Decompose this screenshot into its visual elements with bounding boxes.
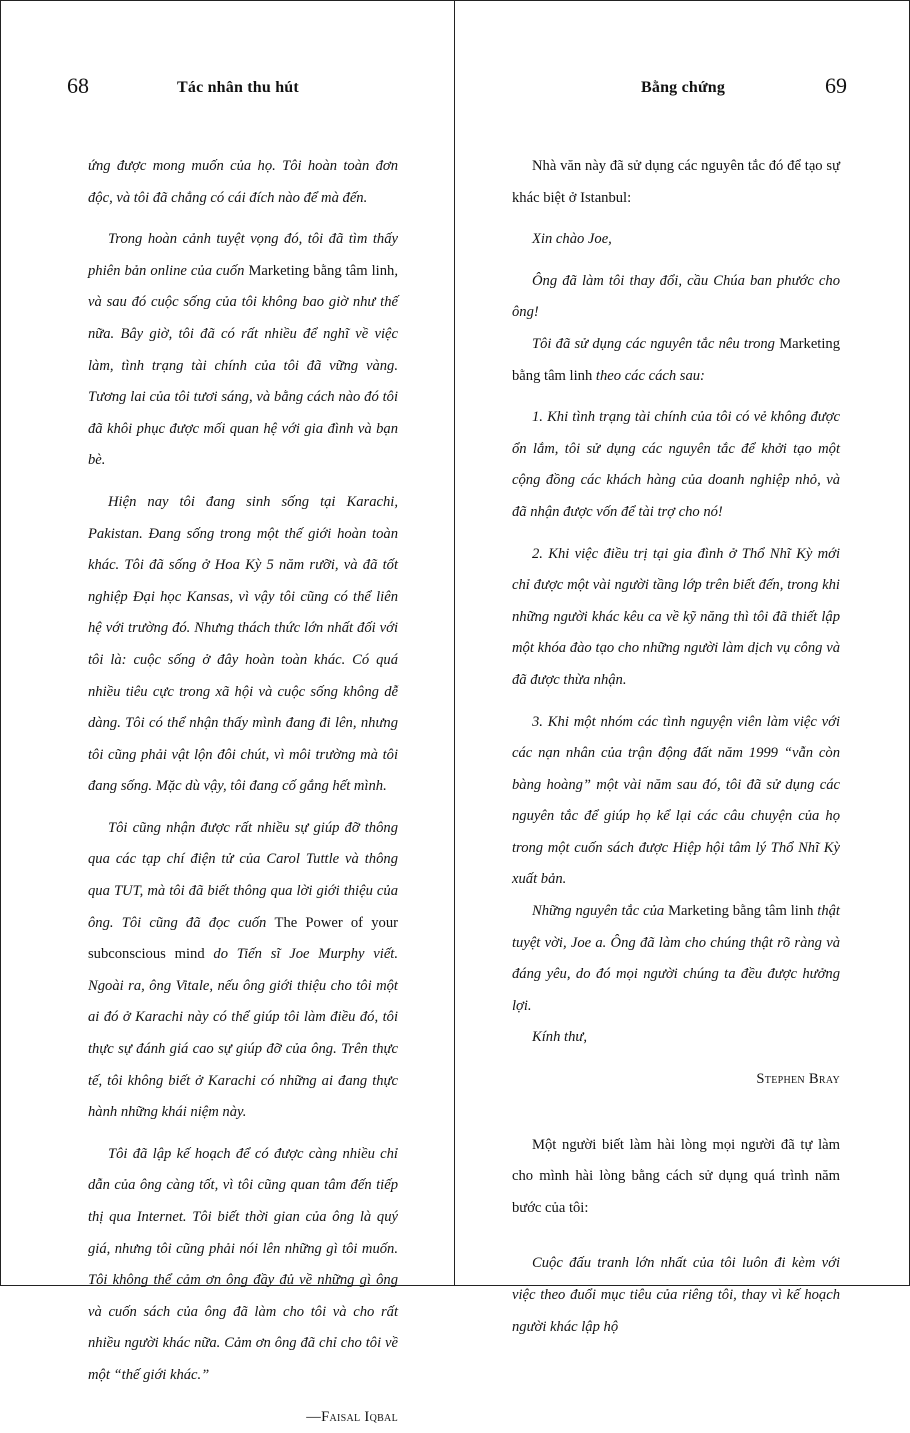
letter-greeting: Xin chào Joe, bbox=[532, 231, 612, 248]
list-item: 2. Khi việc điều trị tại gia đình ở Thổ Nhĩ Kỳ mới chỉ được một vài người tầng lớp trên biết đến, trong khi những người khác kêu ca về kỹ năng thì tôi đã thiết lập một khóa đào tạo cho những người làm dịch vụ công và đã được thừa nhận. bbox=[512, 545, 840, 688]
signature: —Faisal Iqbal bbox=[306, 1408, 398, 1425]
letter-sign-off: Kính thư, bbox=[532, 1029, 587, 1046]
paragraph: Hiện nay tôi đang sinh sống tại Karachi, Pakistan. Đang sống trong một thế giới hoàn toàn khác. Tôi đã sống ở Hoa Kỳ 5 năm rưỡi, và đã tốt nghiệp Đại học Kansas, vì vậy tôi cũng có thể liên hệ với trường đó. Nhưng thách thức lớn nhất đối với tôi là: cuộc sống ở đây hoàn toàn khác. Có quá nhiều tiêu cực trong xã hội và cuộc sống không dễ dàng. Tôi có thể nhận thấy mình đang đi lên, nhưng tôi cũng phải vật lộn đôi chút, vì môi trường mà tôi đang sống. Mặc dù vậy, tôi đang cố gắng hết mình. bbox=[88, 493, 398, 795]
running-head: Bằng chứng bbox=[641, 79, 726, 96]
paragraph: Trong hoàn cảnh tuyệt vọng đó, tôi đã tìm thấy phiên bản online của cuốn Marketing bằng tâm linh, và sau đó cuộc sống của tôi không bao giờ như thế nữa. Bây giờ, tôi đã có rất nhiều để nghĩ về việc làm, tình trạng tài chính của tôi đã vững vàng. Tương lai của tôi tươi sáng, và bằng cách nào đó tôi đã khôi phục được mối quan hệ với gia đình và bạn bè. bbox=[88, 231, 398, 469]
paragraph: Tôi đã sử dụng các nguyên tắc nêu trong Marketing bằng tâm linh theo các cách sau: bbox=[512, 335, 840, 384]
paragraph: Nhà văn này đã sử dụng các nguyên tắc đó để tạo sự khác biệt ở Istanbul: bbox=[512, 158, 840, 206]
paragraph: Một người biết làm hài lòng mọi người đã tự làm cho mình hài lòng bằng cách sử dụng quá trình năm bước của tôi: bbox=[512, 1136, 840, 1216]
list-item: 1. Khi tình trạng tài chính của tôi có vẻ không được ổn lắm, tôi sử dụng các nguyên tắc để khởi tạo một cộng đồng các khách hàng của doanh nghiệp nhỏ, và đã nhận được vốn để tài trợ cho nó! bbox=[512, 409, 840, 520]
right-page bbox=[455, 0, 910, 1335]
signature: Stephen Bray bbox=[756, 1071, 840, 1088]
running-head: Tác nhân thu hút bbox=[177, 79, 299, 96]
left-body-text bbox=[88, 151, 398, 1433]
numbered-list bbox=[512, 402, 840, 896]
paragraph: Tôi đã lập kế hoạch để có được càng nhiều chỉ dẫn của ông càng tốt, vì tôi cũng quan tâm đến tiếp thị qua Internet. Tôi biết thời gian của ông là quý giá, nhưng tôi cũng phải nói lên những gì tôi muốn. Tôi không thể cảm ơn ông đầy đủ về những gì ông và cuốn sách của ông đã làm cho tôi và cho rất nhiều người khác nữa. Cảm ơn ông đã chỉ cho tôi về một “thế giới khác.” bbox=[88, 1145, 398, 1383]
paragraph: Những nguyên tắc của Marketing bằng tâm linh thật tuyệt vời, Joe a. Ông đã làm cho chúng thật rõ ràng và đáng yêu, do đó mọi người chúng ta đều được hưởng lợi. bbox=[512, 903, 840, 1014]
left-page bbox=[0, 0, 455, 1425]
list-item: 3. Khi một nhóm các tình nguyện viên làm việc với các nạn nhân của trận động đất năm 1999 “vẫn còn bàng hoàng” một vài năm sau đó, tôi đã sử dụng các nguyên tắc để giúp họ kể lại các câu chuyện của họ trong một cuốn sách được Hiệp hội tâm lý Thổ Nhĩ Kỳ xuất bản. bbox=[512, 713, 840, 888]
right-body-text bbox=[512, 151, 840, 1343]
page-number: 69 bbox=[825, 73, 847, 98]
paragraph: Tôi cũng nhận được rất nhiều sự giúp đỡ thông qua các tạp chí điện tử của Carol Tuttle và thông qua TUT, mà tôi đã biết thông qua lời giới thiệu của ông. Tôi cũng đã đọc cuốn The Power of your subconscious mind do Tiến sĩ Joe Murphy viết. Ngoài ra, ông Vitale, nếu ông giới thiệu cho tôi một ai đó ở Karachi này có thể giúp tôi làm điều đó, tôi thực sự đánh giá cao sự giúp đỡ của ông. Trên thực tế, tôi không biết ở Karachi có những ai đang thực hành những khái niệm này. bbox=[88, 819, 398, 1121]
quote: Cuộc đấu tranh lớn nhất của tôi luôn đi kèm với việc theo đuổi mục tiêu của riêng tôi, thay vì kế hoạch người khác lập hộ bbox=[512, 1255, 840, 1335]
paragraph: Ông đã làm tôi thay đổi, cầu Chúa ban phước cho ông! bbox=[512, 272, 840, 321]
page-number: 68 bbox=[67, 73, 89, 98]
paragraph: ứng được mong muốn của họ. Tôi hoàn toàn đơn độc, và tôi đã chẳng có cái đích nào để mà đến. bbox=[88, 158, 398, 206]
